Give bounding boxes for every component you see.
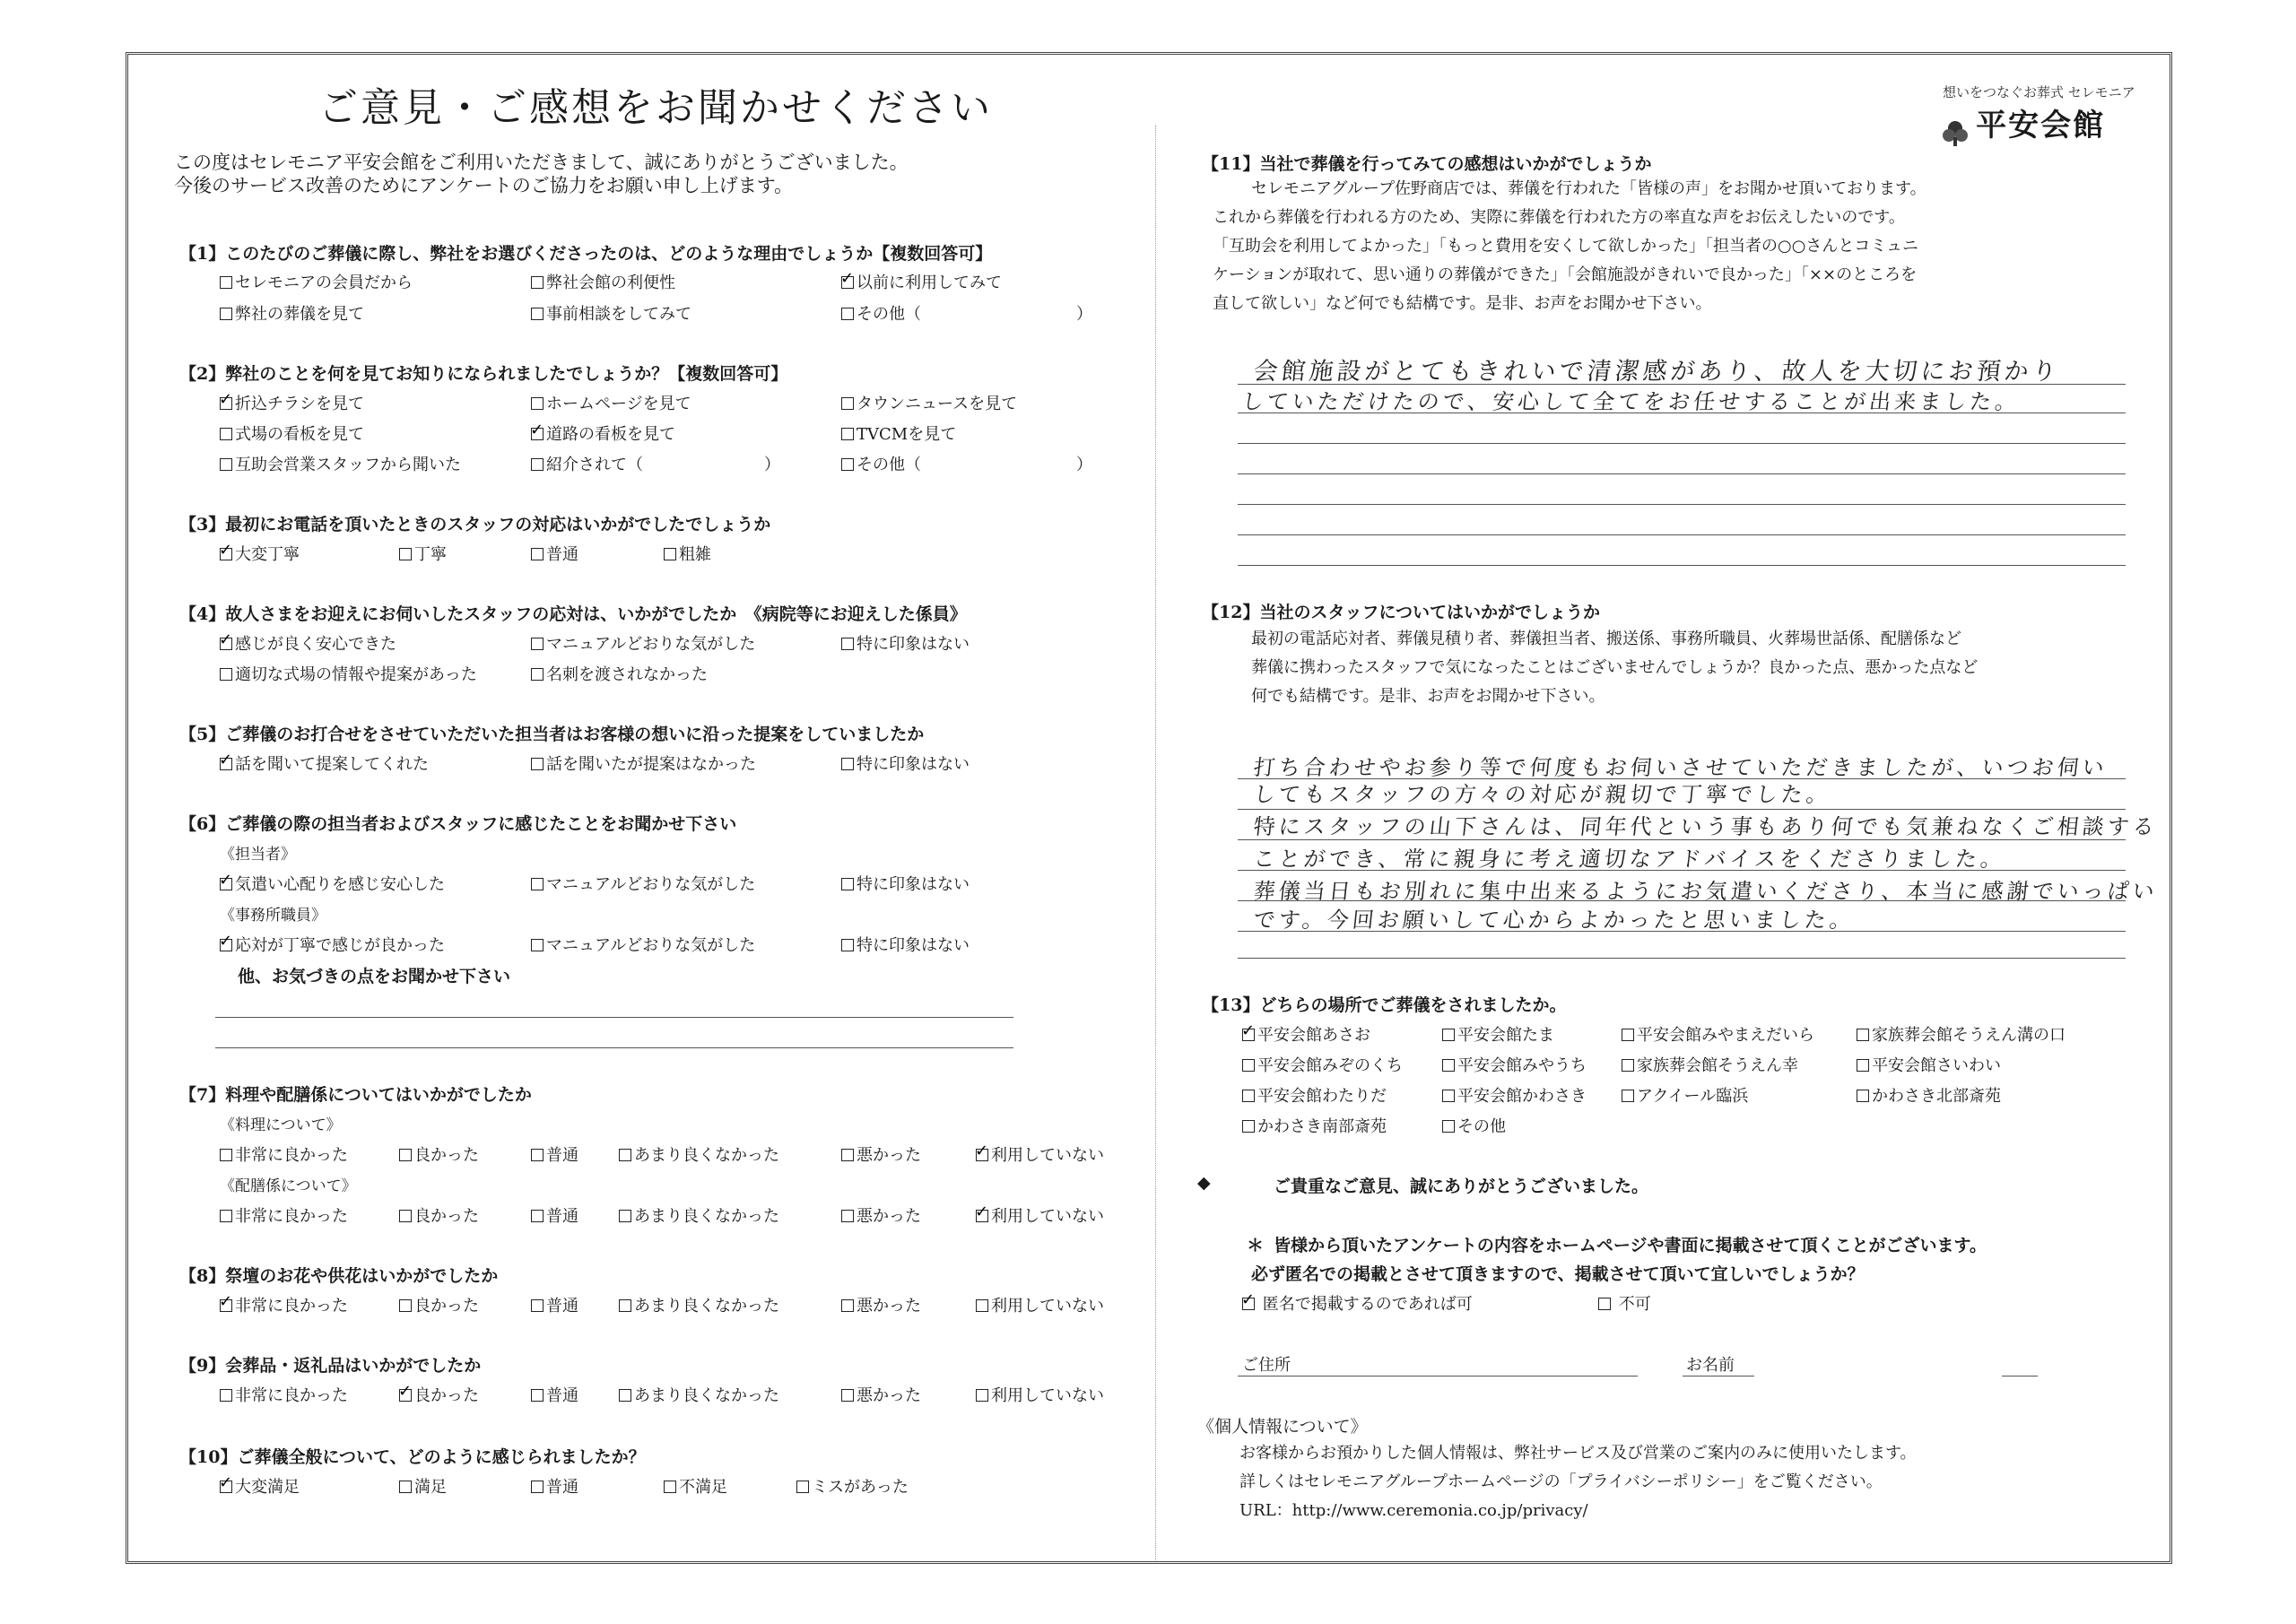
checkbox[interactable] <box>1242 1029 1255 1041</box>
q1-option[interactable]: 事前相談をしてみて <box>531 301 691 325</box>
q2-option[interactable]: ✓ 道路の看板を見て <box>531 421 675 445</box>
q9-option[interactable]: ✓ 良かった <box>399 1383 479 1406</box>
q6-other-label: 他、お気づきの点をお聞かせ下さい <box>238 967 511 986</box>
q12-answer-line: ことができ、常に親身に考え適切なアドバイスをくださりました。 <box>1252 847 2007 872</box>
diamond-bullet-icon: ◆ <box>1197 1173 1211 1193</box>
checkbox[interactable] <box>531 878 544 890</box>
checkbox[interactable] <box>220 1481 232 1493</box>
q6-option[interactable]: 特に印象はない <box>841 872 970 895</box>
checkbox[interactable] <box>399 1389 412 1402</box>
checkbox[interactable] <box>1622 1029 1634 1041</box>
q11-desc-line: セレモニアグループ佐野商店では、葬儀を行われた「皆様の声」をお聞かせ頂いております。 <box>1251 179 1926 198</box>
checkbox[interactable] <box>841 878 854 890</box>
q11-desc-line: これから葬儀を行われる方のため、実際に葬儀を行われた方の率直な声をお伝えしたいのです。 <box>1213 208 1905 227</box>
q12-desc-line: 最初の電話応対者、葬儀見積り者、葬儀担当者、搬送係、事務所職員、火葬場世話係、配膳係など <box>1251 630 1961 648</box>
intro-line-2: 今後のサービス改善のためにアンケートのご協力をお願い申し上げます。 <box>174 175 794 196</box>
q4-option[interactable]: 特に印象はない <box>841 631 970 655</box>
publish-line-1: 皆様から頂いたアンケートの内容をホームページや書面に掲載させて頂くことがございます。 <box>1274 1236 1987 1255</box>
q6-option[interactable]: ✓応対が丁寧で感じが良かった <box>220 933 445 956</box>
q13-option[interactable]: 平安会館みやまえだいら <box>1622 1022 1814 1046</box>
q4-option[interactable]: ✓感じが良く安心できた <box>220 631 396 655</box>
checkbox[interactable] <box>220 458 232 471</box>
q8-label: 【8】祭壇のお花や供花はいかがでしたか <box>179 1266 499 1286</box>
q8-option[interactable]: 利用していない <box>976 1293 1104 1316</box>
checkbox[interactable] <box>220 1389 232 1402</box>
q3-option[interactable]: 丁寧 <box>399 542 447 565</box>
checkbox[interactable] <box>619 1299 631 1312</box>
checkbox[interactable] <box>1857 1059 1869 1072</box>
q2-close-paren: ） <box>1076 456 1092 474</box>
page-title: ご意見・ご感想をお聞かせください <box>318 85 993 131</box>
q12-rule <box>1238 870 2126 871</box>
q6-option[interactable]: ✓気遣い心配りを感じ安心した <box>220 872 445 895</box>
q2-option[interactable]: 互助会営業スタッフから聞いた <box>220 452 461 475</box>
q12-desc-line: 何でも結構です。是非、お声をお聞かせ下さい。 <box>1251 687 1605 706</box>
checkbox[interactable] <box>1442 1090 1455 1102</box>
q6-sub-jimusho: 《事務所職員》 <box>220 907 326 925</box>
q11-answer-line: 会館施設がとてもきれいで清潔感があり、故人を大切にお預かり <box>1252 358 2062 386</box>
q10-option[interactable]: 普通 <box>531 1474 578 1498</box>
q13-option[interactable]: かわさき南部斎苑 <box>1242 1114 1387 1137</box>
checkbox[interactable] <box>531 1389 544 1402</box>
q10-option[interactable]: ✓大変満足 <box>220 1474 300 1498</box>
q6-answer-line[interactable] <box>215 1017 1013 1018</box>
checkbox[interactable] <box>1242 1090 1255 1102</box>
checkbox[interactable] <box>220 939 232 951</box>
checkbox[interactable] <box>841 1389 854 1402</box>
logo-flower-icon <box>1939 116 1971 148</box>
checkbox[interactable] <box>220 638 232 650</box>
q7-option[interactable]: 普通 <box>531 1142 578 1166</box>
q12-answer-line: してもスタッフの方々の対応が親切で丁寧でした。 <box>1252 782 1833 807</box>
checkbox[interactable] <box>1622 1059 1634 1072</box>
q8-option[interactable]: 普通 <box>531 1293 578 1316</box>
q7-option[interactable]: 良かった <box>399 1142 479 1166</box>
checkbox[interactable] <box>220 276 232 289</box>
q1-option[interactable]: セレモニアの会員だから <box>220 270 413 293</box>
q12-rule <box>1238 839 2126 840</box>
logo-tagline: 想いをつなぐお葬式 セレモニア <box>1943 84 2135 100</box>
q4-option[interactable]: 名刺を渡されなかった <box>531 662 708 685</box>
checkbox[interactable] <box>531 1299 544 1312</box>
checkbox[interactable] <box>841 758 854 770</box>
checkbox[interactable] <box>841 308 854 320</box>
q11-rule <box>1238 443 2126 444</box>
q9-option[interactable]: 悪かった <box>841 1383 921 1406</box>
q10-option[interactable]: ミスがあった <box>796 1474 909 1498</box>
q11-rule <box>1238 534 2126 535</box>
q9-option[interactable]: 普通 <box>531 1383 578 1406</box>
asterisk-icon: ＊ <box>1247 1236 1265 1255</box>
checkbox[interactable] <box>531 668 544 681</box>
q13-option[interactable]: 平安会館わたりだ <box>1242 1083 1387 1107</box>
checkbox[interactable] <box>976 1149 988 1161</box>
checkbox[interactable] <box>976 1299 988 1312</box>
q13-option[interactable]: ✓平安会館あさお <box>1242 1022 1370 1046</box>
q11-desc-line: ケーションが取れて、思い通りの葬儀ができた」「会館施設がきれいで良かった」「××のところを <box>1213 265 1918 284</box>
logo-name: 平安会館 <box>1976 108 2106 143</box>
checkbox[interactable] <box>841 1149 854 1161</box>
checkbox[interactable] <box>976 1210 988 1222</box>
q7-option[interactable]: あまり良くなかった <box>619 1203 779 1227</box>
q7-sub-ryouri: 《料理について》 <box>220 1116 342 1134</box>
q8-option[interactable]: 良かった <box>399 1293 479 1316</box>
q3-option[interactable]: 普通 <box>531 542 578 565</box>
logo <box>1939 100 2105 148</box>
q12-rule <box>1238 931 2126 932</box>
closing-thanks: ご貴重なご意見、誠にありがとうございました。 <box>1274 1177 1649 1196</box>
checkbox[interactable] <box>841 428 854 440</box>
q8-option[interactable]: あまり良くなかった <box>619 1293 779 1316</box>
address-label: ご住所 <box>1242 1356 1291 1375</box>
checkbox[interactable] <box>220 1299 232 1312</box>
q2-option[interactable]: タウンニュースを見て <box>841 391 1017 414</box>
q7-option[interactable]: 非常に良かった <box>220 1203 348 1227</box>
q13-label: 【13】どちらの場所でご葬儀をされましたか。 <box>1202 995 1567 1015</box>
q8-option[interactable]: ✓非常に良かった <box>220 1293 348 1316</box>
checkbox[interactable] <box>399 1299 412 1312</box>
checkbox[interactable] <box>220 878 232 890</box>
q12-rule <box>1238 778 2126 779</box>
checkbox[interactable] <box>841 1210 854 1222</box>
q6-option[interactable]: マニュアルどおりな気がした <box>531 933 755 956</box>
privacy-line-1: お客様からお預かりした個人情報は、弊社サービス及び営業のご案内のみに使用いたします。 <box>1239 1444 1917 1463</box>
name-label: お名前 <box>1686 1356 1735 1375</box>
checkbox[interactable] <box>841 638 854 650</box>
q1-option[interactable]: ✓ 以前に利用してみて <box>841 270 1002 293</box>
q2-option[interactable]: TVCMを見て <box>841 421 956 445</box>
checkbox[interactable] <box>399 548 412 560</box>
intro-line-1: この度はセレモニア平安会館をご利用いただきまして、誠にありがとうございました。 <box>174 152 909 173</box>
q7-option[interactable]: 良かった <box>399 1203 479 1227</box>
q10-option[interactable]: 満足 <box>399 1474 447 1498</box>
q9-option[interactable]: あまり良くなかった <box>619 1383 779 1406</box>
q11-rule <box>1238 565 2126 566</box>
q10-label: 【10】ご葬儀全般について、どのように感じられましたか？ <box>179 1447 646 1467</box>
q12-desc-line: 葬儀に携わったスタッフで気になったことはございませんでしょうか？良かった点、悪かった点など <box>1251 658 1979 677</box>
checkbox[interactable] <box>619 1210 631 1222</box>
page-fold <box>1155 126 1156 1560</box>
checkbox[interactable] <box>399 1210 412 1222</box>
checkbox[interactable] <box>1242 1059 1255 1072</box>
checkbox[interactable] <box>399 1149 412 1161</box>
q13-option[interactable]: 平安会館かわさき <box>1442 1083 1587 1107</box>
checkbox[interactable] <box>531 458 544 471</box>
checkbox[interactable] <box>841 458 854 471</box>
q1-close-paren: ） <box>1076 305 1092 324</box>
q2-option[interactable]: ✓折込チラシを見て <box>220 391 364 414</box>
privacy-url[interactable]: URL：http://www.ceremonia.co.jp/privacy/ <box>1239 1501 1588 1520</box>
q12-answer-line: 打ち合わせやお参り等で何度もお伺いさせていただきましたが、いつお伺い <box>1252 755 2109 780</box>
checkbox[interactable] <box>220 668 232 681</box>
q6-sub-tantousha: 《担当者》 <box>220 846 296 864</box>
checkbox[interactable] <box>531 1481 544 1493</box>
publish-line-2: 必ず匿名での掲載とさせて頂きますので、掲載させて頂いて宜しいでしょうか？ <box>1251 1264 1865 1284</box>
q7-sub-haizen: 《配膳係について》 <box>220 1177 357 1195</box>
q2-option[interactable]: 紹介されて（ <box>531 452 643 475</box>
q13-option[interactable]: 平安会館みぞのくち <box>1242 1053 1403 1076</box>
checkbox[interactable] <box>220 397 232 410</box>
checkbox[interactable] <box>1857 1090 1869 1102</box>
q7-option[interactable]: ✓ 利用していない <box>976 1203 1104 1227</box>
checkbox[interactable] <box>1242 1298 1255 1310</box>
q12-answer-line: 特にスタッフの山下さんは、同年代という事もあり何でも気兼ねなくご相談する <box>1252 814 2160 839</box>
q7-option[interactable]: あまり良くなかった <box>619 1142 779 1166</box>
q11-rule <box>1238 473 2126 474</box>
q1-option[interactable]: 弊社会館の利便性 <box>531 270 675 293</box>
checkbox[interactable] <box>531 1149 544 1161</box>
q13-option[interactable]: その他 <box>1442 1114 1506 1137</box>
q7-option[interactable]: 普通 <box>531 1203 578 1227</box>
checkbox[interactable] <box>531 428 544 440</box>
q1-option[interactable]: 弊社の葬儀を見て <box>220 301 364 325</box>
q2-option[interactable]: ホームページを見て <box>531 391 691 414</box>
q9-label: 【9】会葬品・返礼品はいかがでしたか <box>179 1356 482 1376</box>
checkbox[interactable] <box>399 1481 412 1493</box>
q13-option[interactable]: 平安会館みやうち <box>1442 1053 1587 1076</box>
q13-option[interactable]: アクイール臨浜 <box>1622 1083 1748 1107</box>
q13-option[interactable]: 平安会館さいわい <box>1857 1053 2001 1076</box>
q1-label: 【1】このたびのご葬儀に際し、弊社をお選びくださったのは、どのような理由でしょうか【複数回答可】 <box>179 244 993 264</box>
q2-close-paren: ） <box>764 456 780 474</box>
checkbox[interactable] <box>619 1389 631 1402</box>
q11-rule <box>1238 384 2126 385</box>
checkbox[interactable] <box>531 758 544 770</box>
checkbox[interactable] <box>796 1481 809 1493</box>
checkbox[interactable] <box>220 428 232 440</box>
checkbox[interactable] <box>531 1210 544 1222</box>
checkbox[interactable] <box>531 397 544 410</box>
checkbox[interactable] <box>664 1481 676 1493</box>
checkbox[interactable] <box>664 548 676 560</box>
checkbox[interactable] <box>220 1210 232 1222</box>
q12-rule <box>1238 958 2126 959</box>
checkbox[interactable] <box>841 276 854 289</box>
q12-rule <box>1238 900 2126 901</box>
q8-option[interactable]: 悪かった <box>841 1293 921 1316</box>
q3-option[interactable]: ✓大変丁寧 <box>220 542 300 565</box>
q7-option[interactable]: 悪かった <box>841 1142 921 1166</box>
q12-answer-line: です。今回お願いして心からよかったと思いました。 <box>1252 908 1857 933</box>
checkbox[interactable] <box>841 397 854 410</box>
checkbox[interactable] <box>220 308 232 320</box>
q7-option[interactable]: ✓ 利用していない <box>976 1142 1104 1166</box>
checkbox[interactable] <box>531 308 544 320</box>
q4-option[interactable]: 適切な式場の情報や提案があった <box>220 662 477 685</box>
q7-label: 【7】料理や配膳係についてはいかがでしたか <box>179 1085 532 1105</box>
q3-label: 【3】最初にお電話を頂いたときのスタッフの対応はいかがでしたでしょうか <box>179 515 771 534</box>
consent-ng-option[interactable]: 不可 <box>1598 1291 1651 1315</box>
q5-option[interactable]: 話を聞いたが提案はなかった <box>531 751 756 775</box>
q11-desc-line: 「互助会を利用してよかった」「もっと費用を安くして欲しかった」「担当者の○○さんとコミュニ <box>1213 237 1919 256</box>
q2-option[interactable]: 式場の看板を見て <box>220 421 364 445</box>
q13-option[interactable]: かわさき北部斎苑 <box>1857 1083 2001 1107</box>
q9-option[interactable]: 利用していない <box>976 1383 1104 1406</box>
q5-option[interactable]: ✓話を聞いて提案してくれた <box>220 751 429 775</box>
checkbox[interactable] <box>531 638 544 650</box>
q5-label: 【5】ご葬儀のお打合せをさせていただいた担当者はお客様の想いに沿った提案をしていましたか <box>179 725 925 744</box>
checkbox[interactable] <box>220 548 232 560</box>
checkbox[interactable] <box>531 276 544 289</box>
q7-option[interactable]: 悪かった <box>841 1203 921 1227</box>
checkbox[interactable] <box>1857 1029 1869 1041</box>
q13-option[interactable]: 平安会館たま <box>1442 1022 1554 1046</box>
q4-label: 【4】故人さまをお迎えにお伺いしたスタッフの応対は、いかがでしたか 《病院等にお迎えした係員》 <box>179 604 967 624</box>
checkbox[interactable] <box>1622 1090 1634 1102</box>
q6-option[interactable]: マニュアルどおりな気がした <box>531 872 755 895</box>
checkbox[interactable] <box>531 548 544 560</box>
q13-option[interactable]: 家族葬会館そうえん溝の口 <box>1857 1022 2066 1046</box>
q7-option[interactable]: 非常に良かった <box>220 1142 348 1166</box>
consent-ok-option[interactable]: ✓ 匿名で掲載するのであれば可 <box>1242 1291 1473 1315</box>
q9-option[interactable]: 非常に良かった <box>220 1383 348 1406</box>
q5-option[interactable]: 特に印象はない <box>841 751 970 775</box>
q11-answer-line: していただけたので、安心して全てをお任せすることが出来ました。 <box>1240 389 2022 414</box>
q3-option[interactable]: 粗雑 <box>664 542 711 565</box>
checkbox[interactable] <box>531 939 544 951</box>
q2-label: 【2】弊社のことを何を見てお知りになられましたでしょうか？【複数回答可】 <box>179 364 788 384</box>
checkbox[interactable] <box>1442 1120 1455 1133</box>
q12-label: 【12】当社のスタッフについてはいかがでしょうか <box>1202 603 1601 622</box>
q6-option[interactable]: 特に印象はない <box>841 933 970 956</box>
q11-label: 【11】当社で葬儀を行ってみての感想はいかがでしょうか <box>1202 154 1652 174</box>
checkbox[interactable] <box>619 1149 631 1161</box>
checkbox[interactable] <box>841 1299 854 1312</box>
checkbox[interactable] <box>841 939 854 951</box>
q12-answer-line: 葬儀当日もお別れに集中出来るようにお気遣いくださり、本当に感謝でいっぱい <box>1252 879 2160 904</box>
privacy-line-2: 詳しくはセレモニアグループホームページの「プライバシーポリシー」をご覧ください。 <box>1239 1472 1883 1491</box>
q2-option[interactable]: その他（ <box>841 452 921 475</box>
checkbox[interactable] <box>1242 1120 1255 1133</box>
checkbox[interactable] <box>1598 1298 1611 1310</box>
q12-rule <box>1238 809 2126 810</box>
q6-label: 【6】ご葬儀の際の担当者およびスタッフに感じたことをお聞かせ下さい <box>179 814 737 834</box>
privacy-title: 《個人情報について》 <box>1197 1417 1368 1437</box>
checkbox[interactable] <box>220 1149 232 1161</box>
q6-answer-line[interactable] <box>215 1047 1013 1048</box>
checkbox[interactable] <box>1442 1059 1455 1072</box>
q13-option[interactable]: 家族葬会館そうえん幸 <box>1622 1053 1798 1076</box>
q11-rule <box>1238 504 2126 505</box>
q11-desc-line: 直して欲しい」など何でも結構です。是非、お声をお聞かせ下さい。 <box>1213 294 1712 313</box>
q4-option[interactable]: マニュアルどおりな気がした <box>531 631 755 655</box>
q1-option[interactable]: その他（ <box>841 301 921 325</box>
q10-option[interactable]: 不満足 <box>664 1474 727 1498</box>
checkbox[interactable] <box>220 758 232 770</box>
checkbox[interactable] <box>976 1389 988 1402</box>
checkbox[interactable] <box>1442 1029 1455 1041</box>
